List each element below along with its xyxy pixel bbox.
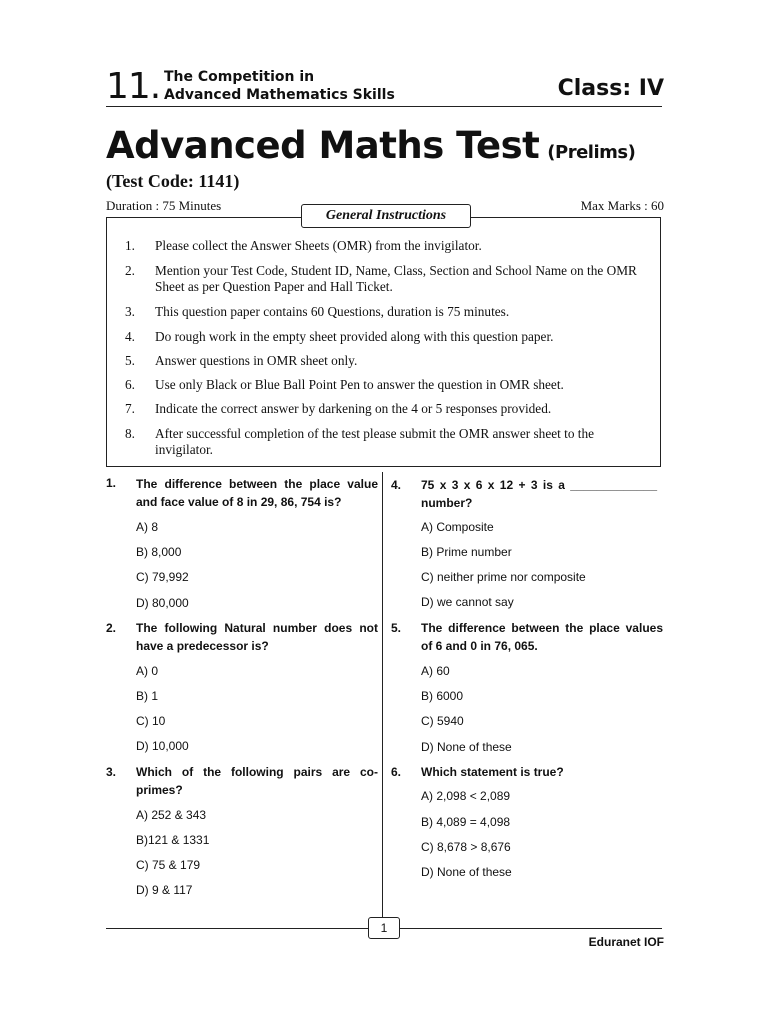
option-a[interactable]: A) 60: [421, 664, 450, 678]
option-c[interactable]: C) 10: [136, 714, 166, 728]
instruction-number: 8.: [125, 426, 135, 441]
section-number: 11.: [106, 66, 161, 107]
question-text: Which of the following pairs are co-primes?: [136, 765, 378, 797]
header-divider: [106, 106, 662, 107]
question-number: 3.: [106, 765, 117, 779]
option-a[interactable]: A) 0: [136, 664, 159, 678]
question-text: 75 x 3 x 6 x 12 + 3 is a _____________ number?: [421, 478, 657, 510]
column-divider: [382, 472, 383, 929]
question-text: The difference between the place values of 6 and 0 in 76, 065.: [421, 621, 663, 653]
title-main: Advanced Maths Test: [106, 124, 540, 167]
question-text: Which statement is true?: [421, 765, 564, 779]
option-d[interactable]: D) 80,000: [136, 596, 189, 610]
question-text: The difference between the place value and face value of 8 in 29, 86, 754 is?: [136, 477, 378, 509]
question-number: 6.: [391, 765, 402, 779]
instruction-text: Answer questions in OMR sheet only.: [155, 353, 358, 368]
instruction-text: Use only Black or Blue Ball Point Pen to answer the question in OMR sheet.: [155, 377, 564, 392]
option-c[interactable]: C) neither prime nor composite: [421, 570, 586, 584]
option-b[interactable]: B)121 & 1331: [136, 833, 210, 847]
instruction-number: 3.: [125, 304, 135, 319]
question-number: 1.: [106, 476, 117, 490]
option-a[interactable]: A) 2,098 < 2,089: [421, 789, 511, 803]
page-number: 1: [368, 917, 400, 939]
publisher-brand: Eduranet IOF: [588, 935, 664, 949]
option-b[interactable]: B) 8,000: [136, 545, 182, 559]
competition-title-line2: Advanced Mathematics Skills: [164, 87, 395, 103]
option-c[interactable]: C) 5940: [421, 714, 464, 728]
question-text: The following Natural number does not have a predecessor is?: [136, 621, 378, 653]
option-b[interactable]: B) 6000: [421, 689, 464, 703]
title-sub: (Prelims): [547, 142, 636, 163]
instruction-text: Indicate the correct answer by darkening on the 4 or 5 responses provided.: [155, 401, 552, 416]
option-b[interactable]: B) 4,089 = 4,098: [421, 815, 511, 829]
competition-title-line1: The Competition in: [164, 69, 315, 85]
instruction-text: This question paper contains 60 Questions, duration is 75 minutes.: [155, 304, 510, 319]
question-number: 2.: [106, 621, 117, 635]
instruction-number: 5.: [125, 353, 135, 368]
max-marks: Max Marks : 60: [580, 198, 664, 213]
option-b[interactable]: B) Prime number: [421, 545, 512, 559]
option-a[interactable]: A) 8: [136, 520, 159, 534]
option-d[interactable]: D) we cannot say: [421, 595, 514, 609]
instruction-number: 4.: [125, 329, 135, 344]
option-d[interactable]: D) 10,000: [136, 739, 189, 753]
instructions-heading: General Instructions: [301, 204, 471, 228]
option-c[interactable]: C) 75 & 179: [136, 858, 201, 872]
instruction-number: 1.: [125, 238, 135, 253]
instruction-text: After successful completion of the test please submit the OMR answer sheet to the invigilator.: [155, 426, 595, 457]
duration: Duration : 75 Minutes: [106, 198, 222, 213]
option-a[interactable]: A) 252 & 343: [136, 808, 207, 822]
instruction-text: Mention your Test Code, Student ID, Name, Class, Section and School Name on the OMR Sheet as per Question Paper and Hall Ticket.: [155, 263, 637, 294]
option-c[interactable]: C) 79,992: [136, 570, 189, 584]
test-code: (Test Code: 1141): [106, 171, 240, 191]
instruction-text: Please collect the Answer Sheets (OMR) from the invigilator.: [155, 238, 482, 253]
option-d[interactable]: D) 9 & 117: [136, 883, 193, 897]
page-title: [106, 124, 635, 167]
option-b[interactable]: B) 1: [136, 689, 159, 703]
option-d[interactable]: D) None of these: [421, 740, 512, 754]
option-c[interactable]: C) 8,678 > 8,676: [421, 840, 511, 854]
instruction-number: 6.: [125, 377, 135, 392]
question-number: 4.: [391, 478, 402, 492]
option-a[interactable]: A) Composite: [421, 520, 494, 534]
instruction-number: 7.: [125, 401, 135, 416]
class-label: Class: IV: [557, 76, 664, 101]
instruction-number: 2.: [125, 263, 135, 278]
option-d[interactable]: D) None of these: [421, 865, 512, 879]
question-number: 5.: [391, 621, 402, 635]
instruction-text: Do rough work in the empty sheet provided along with this question paper.: [155, 329, 554, 344]
